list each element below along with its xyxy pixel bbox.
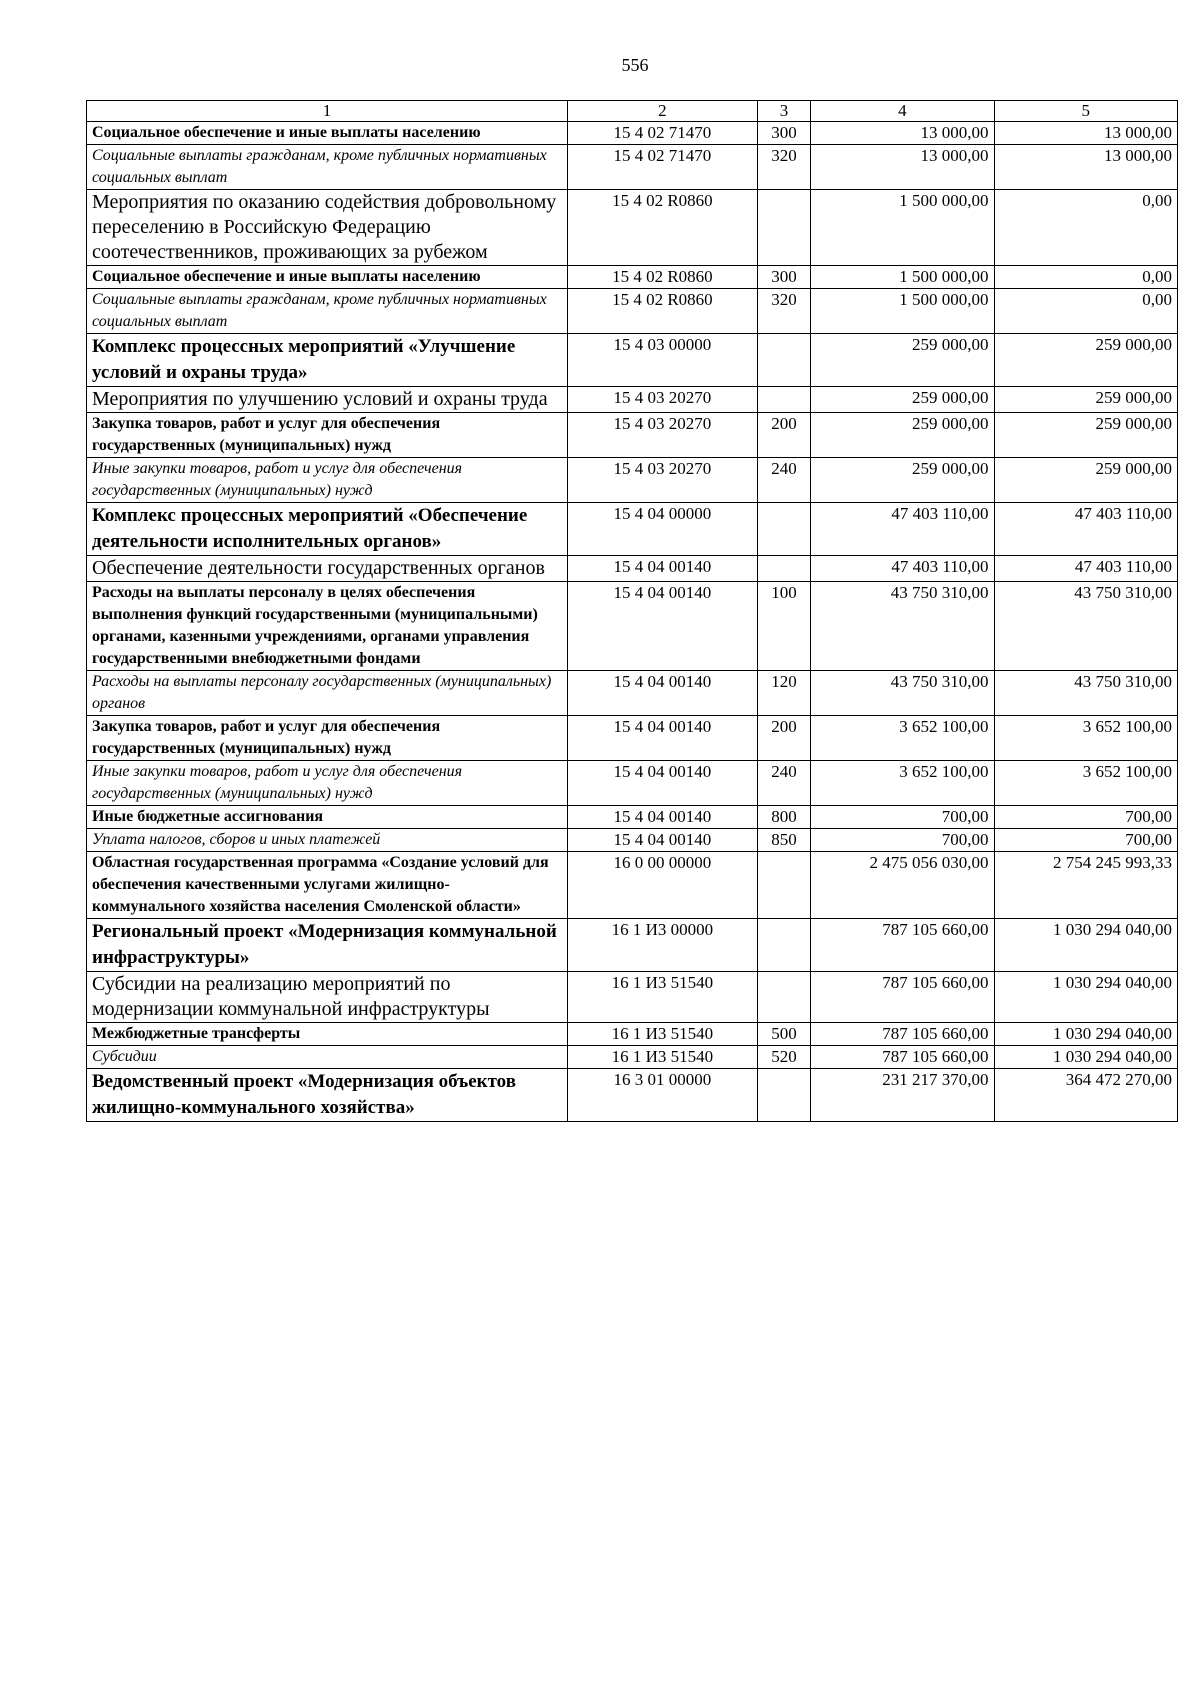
target-code-cell: 15 4 02 71470: [568, 145, 758, 190]
item-name-cell: Областная государственная программа «Создание условий для обеспечения качественными услугами жилищно-коммунального хозяйства населения Смоленской области»: [87, 852, 568, 919]
table-row: [87, 972, 1178, 1023]
page-number: 556: [621, 55, 649, 75]
expense-type-cell: 120: [757, 671, 810, 716]
expense-type-cell: 200: [757, 716, 810, 761]
amount-year1-cell: 259 000,00: [811, 458, 994, 503]
item-name-cell: Комплекс процессных мероприятий «Обеспечение деятельности исполнительных органов»: [87, 503, 568, 556]
amount-year2-cell: 259 000,00: [994, 334, 1177, 387]
amount-year1-cell: 787 105 660,00: [811, 972, 994, 1023]
target-code-cell: 15 4 04 00140: [568, 829, 758, 852]
table-row: [87, 503, 1178, 556]
table-row: [87, 1069, 1178, 1122]
item-name-cell: Иные закупки товаров, работ и услуг для обеспечения государственных (муниципальных) нужд: [87, 761, 568, 806]
amount-year2-cell: 13 000,00: [994, 145, 1177, 190]
amount-year2-cell: 2 754 245 993,33: [994, 852, 1177, 919]
header-cell-1: 1: [87, 101, 568, 122]
item-name-cell: Закупка товаров, работ и услуг для обеспечения государственных (муниципальных) нужд: [87, 716, 568, 761]
target-code-cell: 15 4 02 R0860: [568, 266, 758, 289]
expense-type-cell: [757, 334, 810, 387]
item-name-cell: Иные бюджетные ассигнования: [87, 806, 568, 829]
amount-year1-cell: 47 403 110,00: [811, 503, 994, 556]
amount-year1-cell: 3 652 100,00: [811, 716, 994, 761]
expense-type-cell: [757, 972, 810, 1023]
amount-year2-cell: 364 472 270,00: [994, 1069, 1177, 1122]
amount-year2-cell: 259 000,00: [994, 413, 1177, 458]
amount-year1-cell: 3 652 100,00: [811, 761, 994, 806]
amount-year2-cell: 700,00: [994, 829, 1177, 852]
expense-type-cell: 240: [757, 761, 810, 806]
target-code-cell: 15 4 04 00140: [568, 556, 758, 582]
item-name-cell: Социальное обеспечение и иные выплаты населению: [87, 266, 568, 289]
amount-year2-cell: 259 000,00: [994, 458, 1177, 503]
expense-type-cell: 320: [757, 289, 810, 334]
expense-type-cell: 320: [757, 145, 810, 190]
amount-year2-cell: 3 652 100,00: [994, 716, 1177, 761]
header-cell-2: 2: [568, 101, 758, 122]
target-code-cell: 15 4 04 00000: [568, 503, 758, 556]
amount-year1-cell: 231 217 370,00: [811, 1069, 994, 1122]
table-row: [87, 761, 1178, 806]
header-row: [87, 101, 1178, 122]
target-code-cell: 16 3 01 00000: [568, 1069, 758, 1122]
amount-year2-cell: 3 652 100,00: [994, 761, 1177, 806]
target-code-cell: 15 4 03 00000: [568, 334, 758, 387]
target-code-cell: 15 4 04 00140: [568, 671, 758, 716]
item-name-cell: Региональный проект «Модернизация коммунальной инфраструктуры»: [87, 919, 568, 972]
item-name-cell: Расходы на выплаты персоналу государственных (муниципальных) органов: [87, 671, 568, 716]
amount-year1-cell: 700,00: [811, 806, 994, 829]
amount-year2-cell: 0,00: [994, 266, 1177, 289]
expense-type-cell: [757, 556, 810, 582]
table-row: [87, 716, 1178, 761]
table-row: [87, 145, 1178, 190]
amount-year2-cell: 13 000,00: [994, 122, 1177, 145]
item-name-cell: Обеспечение деятельности государственных органов: [87, 556, 568, 582]
item-name-cell: Межбюджетные трансферты: [87, 1023, 568, 1046]
amount-year2-cell: 1 030 294 040,00: [994, 1023, 1177, 1046]
amount-year1-cell: 787 105 660,00: [811, 1023, 994, 1046]
amount-year2-cell: 259 000,00: [994, 387, 1177, 413]
item-name-cell: Социальные выплаты гражданам, кроме публичных нормативных социальных выплат: [87, 289, 568, 334]
table-row: [87, 334, 1178, 387]
amount-year2-cell: 1 030 294 040,00: [994, 972, 1177, 1023]
table-body: [87, 101, 1178, 1122]
item-name-cell: Субсидии: [87, 1046, 568, 1069]
item-name-cell: Мероприятия по оказанию содействия добровольному переселению в Российскую Федерацию соотечественников, проживающих за рубежом: [87, 190, 568, 266]
amount-year1-cell: 259 000,00: [811, 387, 994, 413]
amount-year1-cell: 43 750 310,00: [811, 671, 994, 716]
item-name-cell: Уплата налогов, сборов и иных платежей: [87, 829, 568, 852]
expense-type-cell: 200: [757, 413, 810, 458]
amount-year1-cell: 2 475 056 030,00: [811, 852, 994, 919]
table-row: [87, 919, 1178, 972]
target-code-cell: 16 1 И3 51540: [568, 1023, 758, 1046]
amount-year1-cell: 13 000,00: [811, 122, 994, 145]
amount-year1-cell: 43 750 310,00: [811, 582, 994, 671]
target-code-cell: 15 4 03 20270: [568, 458, 758, 503]
amount-year1-cell: 259 000,00: [811, 413, 994, 458]
expense-type-cell: 300: [757, 266, 810, 289]
item-name-cell: Закупка товаров, работ и услуг для обеспечения государственных (муниципальных) нужд: [87, 413, 568, 458]
item-name-cell: Комплекс процессных мероприятий «Улучшение условий и охраны труда»: [87, 334, 568, 387]
target-code-cell: 16 1 И3 00000: [568, 919, 758, 972]
amount-year2-cell: 43 750 310,00: [994, 671, 1177, 716]
expense-type-cell: [757, 387, 810, 413]
item-name-cell: Социальные выплаты гражданам, кроме публичных нормативных социальных выплат: [87, 145, 568, 190]
amount-year1-cell: 13 000,00: [811, 145, 994, 190]
item-name-cell: Ведомственный проект «Модернизация объектов жилищно-коммунального хозяйства»: [87, 1069, 568, 1122]
amount-year1-cell: 787 105 660,00: [811, 919, 994, 972]
amount-year2-cell: 47 403 110,00: [994, 556, 1177, 582]
expense-type-cell: 500: [757, 1023, 810, 1046]
amount-year1-cell: 700,00: [811, 829, 994, 852]
target-code-cell: 15 4 04 00140: [568, 716, 758, 761]
expense-type-cell: 240: [757, 458, 810, 503]
target-code-cell: 15 4 04 00140: [568, 761, 758, 806]
expense-type-cell: 520: [757, 1046, 810, 1069]
amount-year2-cell: 43 750 310,00: [994, 582, 1177, 671]
table-row: [87, 289, 1178, 334]
expense-type-cell: 850: [757, 829, 810, 852]
item-name-cell: Субсидии на реализацию мероприятий по модернизации коммунальной инфраструктуры: [87, 972, 568, 1023]
target-code-cell: 15 4 02 71470: [568, 122, 758, 145]
expense-type-cell: [757, 1069, 810, 1122]
amount-year2-cell: 700,00: [994, 806, 1177, 829]
amount-year1-cell: 1 500 000,00: [811, 190, 994, 266]
item-name-cell: Социальное обеспечение и иные выплаты населению: [87, 122, 568, 145]
expense-type-cell: [757, 852, 810, 919]
target-code-cell: 15 4 04 00140: [568, 582, 758, 671]
target-code-cell: 15 4 03 20270: [568, 413, 758, 458]
table-row: [87, 413, 1178, 458]
table-row: [87, 190, 1178, 266]
table-row: [87, 387, 1178, 413]
amount-year1-cell: 259 000,00: [811, 334, 994, 387]
budget-table: [86, 100, 1178, 1122]
target-code-cell: 16 1 И3 51540: [568, 1046, 758, 1069]
amount-year2-cell: 47 403 110,00: [994, 503, 1177, 556]
amount-year1-cell: 47 403 110,00: [811, 556, 994, 582]
item-name-cell: Расходы на выплаты персоналу в целях обеспечения выполнения функций государственными (муниципальными) органами, казенными учреждениями, органами управления государственными внебюджетными фондами: [87, 582, 568, 671]
amount-year2-cell: 0,00: [994, 190, 1177, 266]
header-cell-3: 3: [757, 101, 810, 122]
amount-year1-cell: 787 105 660,00: [811, 1046, 994, 1069]
table-row: [87, 1046, 1178, 1069]
table-row: [87, 122, 1178, 145]
amount-year2-cell: 1 030 294 040,00: [994, 919, 1177, 972]
item-name-cell: Мероприятия по улучшению условий и охраны труда: [87, 387, 568, 413]
expense-type-cell: 800: [757, 806, 810, 829]
amount-year2-cell: 1 030 294 040,00: [994, 1046, 1177, 1069]
table-row: [87, 458, 1178, 503]
target-code-cell: 15 4 02 R0860: [568, 190, 758, 266]
target-code-cell: 15 4 04 00140: [568, 806, 758, 829]
table-row: [87, 266, 1178, 289]
item-name-cell: Иные закупки товаров, работ и услуг для обеспечения государственных (муниципальных) нужд: [87, 458, 568, 503]
table-row: [87, 852, 1178, 919]
expense-type-cell: 300: [757, 122, 810, 145]
expense-type-cell: [757, 190, 810, 266]
table-row: [87, 806, 1178, 829]
header-cell-4: 4: [811, 101, 994, 122]
expense-type-cell: 100: [757, 582, 810, 671]
table-row: [87, 582, 1178, 671]
amount-year1-cell: 1 500 000,00: [811, 289, 994, 334]
target-code-cell: 15 4 02 R0860: [568, 289, 758, 334]
amount-year2-cell: 0,00: [994, 289, 1177, 334]
expense-type-cell: [757, 919, 810, 972]
target-code-cell: 16 0 00 00000: [568, 852, 758, 919]
target-code-cell: 16 1 И3 51540: [568, 972, 758, 1023]
table-row: [87, 829, 1178, 852]
table-row: [87, 556, 1178, 582]
header-cell-5: 5: [994, 101, 1177, 122]
target-code-cell: 15 4 03 20270: [568, 387, 758, 413]
expense-type-cell: [757, 503, 810, 556]
table-row: [87, 1023, 1178, 1046]
table-row: [87, 671, 1178, 716]
amount-year1-cell: 1 500 000,00: [811, 266, 994, 289]
